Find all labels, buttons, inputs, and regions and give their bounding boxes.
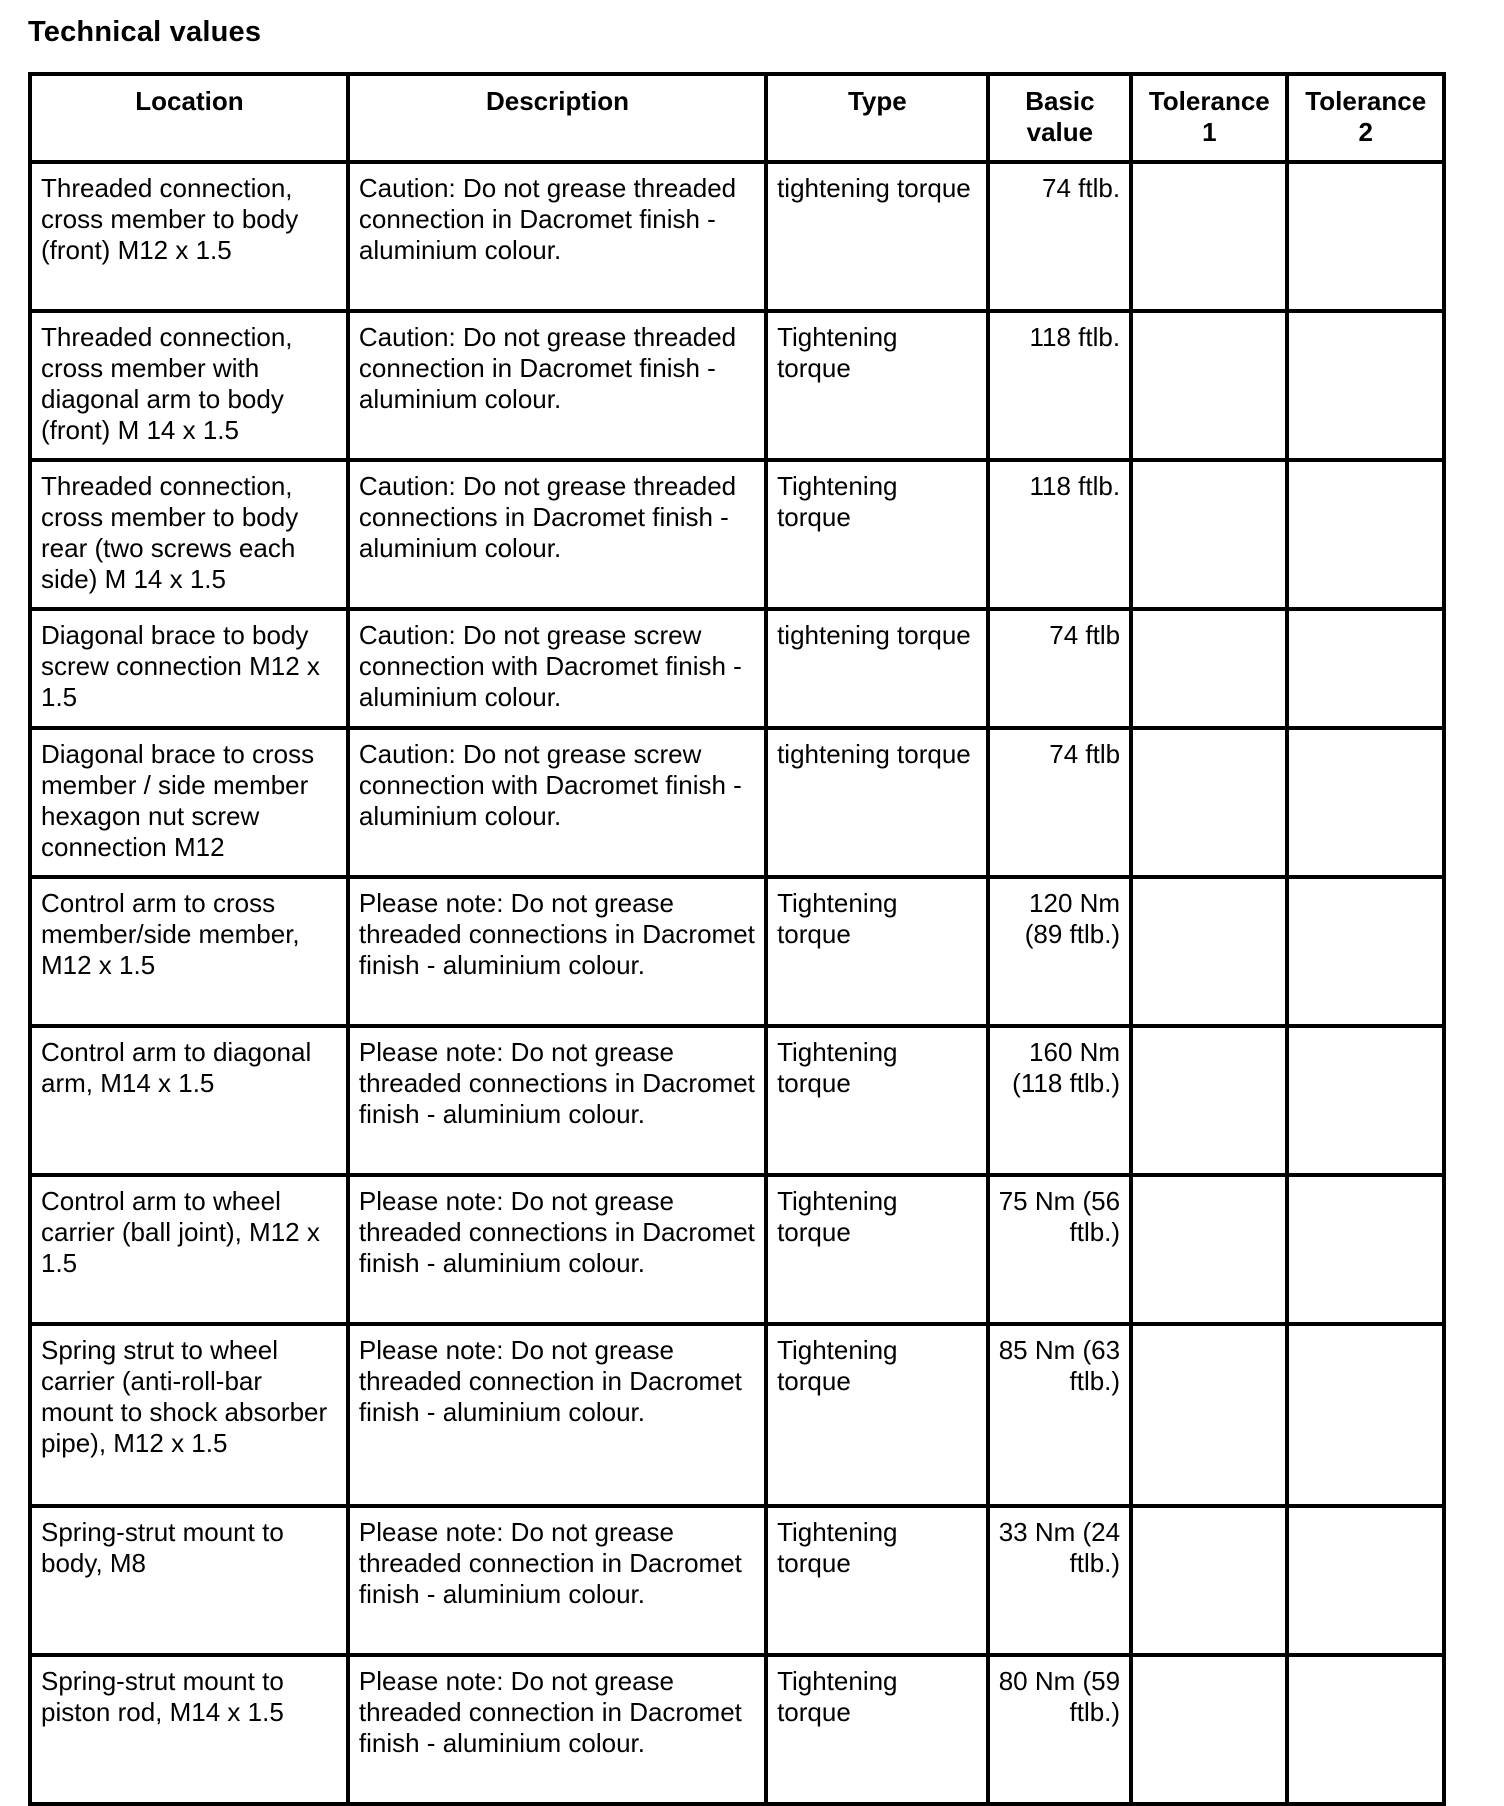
cell-type: tightening torque: [766, 609, 988, 728]
cell-type: Tightening torque: [766, 1026, 988, 1175]
cell-description: Caution: Do not grease threaded connection in Dacromet finish - aluminium colour.: [348, 162, 766, 311]
cell-description: Caution: Do not grease threaded connection in Dacromet finish - aluminium colour.: [348, 311, 766, 460]
cell-location: Control arm to cross member/side member, M12 x 1.5: [30, 877, 348, 1026]
cell-type: Tightening torque: [766, 460, 988, 609]
table-row: [30, 877, 1444, 1026]
cell-location: Spring-strut mount to body, M8: [30, 1506, 348, 1655]
cell-tolerance-1: [1131, 1026, 1286, 1175]
cell-tolerance-1: [1131, 1175, 1286, 1324]
cell-description: Caution: Do not grease threaded connections in Dacromet finish - aluminium colour.: [348, 460, 766, 609]
cell-description: Please note: Do not grease threaded connections in Dacromet finish - aluminium colour.: [348, 1026, 766, 1175]
cell-description: Caution: Do not grease screw connection with Dacromet finish - aluminium colour.: [348, 728, 766, 877]
cell-location: Threaded connection, cross member to body rear (two screws each side) M 14 x 1.5: [30, 460, 348, 609]
header-tolerance-1: Tolerance 1: [1131, 74, 1286, 162]
cell-location: Threaded connection, cross member to body (front) M12 x 1.5: [30, 162, 348, 311]
cell-tolerance-1: [1131, 728, 1286, 877]
cell-description: Please note: Do not grease threaded connections in Dacromet finish - aluminium colour.: [348, 877, 766, 1026]
cell-type: Tightening torque: [766, 1324, 988, 1506]
cell-tolerance-2: [1287, 609, 1444, 728]
header-tolerance-2: Tolerance 2: [1287, 74, 1444, 162]
cell-tolerance-2: [1287, 877, 1444, 1026]
cell-description: Please note: Do not grease threaded connections in Dacromet finish - aluminium colour.: [348, 1175, 766, 1324]
cell-tolerance-1: [1131, 460, 1286, 609]
table-row: [30, 1506, 1444, 1655]
cell-tolerance-2: [1287, 162, 1444, 311]
cell-basic-value: 120 Nm (89 ftlb.): [988, 877, 1131, 1026]
header-description: Description: [348, 74, 766, 162]
cell-type: Tightening torque: [766, 311, 988, 460]
cell-basic-value: 33 Nm (24 ftlb.): [988, 1506, 1131, 1655]
cell-tolerance-1: [1131, 1506, 1286, 1655]
cell-description: Caution: Do not grease screw connection with Dacromet finish - aluminium colour.: [348, 609, 766, 728]
cell-tolerance-2: [1287, 311, 1444, 460]
cell-tolerance-1: [1131, 1324, 1286, 1506]
cell-basic-value: 118 ftlb.: [988, 460, 1131, 609]
table-row: [30, 1324, 1444, 1506]
cell-basic-value: 74 ftlb.: [988, 162, 1131, 311]
table-row: [30, 609, 1444, 728]
cell-type: tightening torque: [766, 728, 988, 877]
cell-type: tightening torque: [766, 162, 988, 311]
cell-basic-value: 85 Nm (63 ftlb.): [988, 1324, 1131, 1506]
table-row: [30, 1175, 1444, 1324]
cell-tolerance-2: [1287, 1655, 1444, 1804]
cell-location: Spring-strut mount to piston rod, M14 x 1.5: [30, 1655, 348, 1804]
cell-basic-value: 160 Nm (118 ftlb.): [988, 1026, 1131, 1175]
header-location: Location: [30, 74, 348, 162]
cell-tolerance-2: [1287, 1506, 1444, 1655]
cell-tolerance-1: [1131, 877, 1286, 1026]
cell-location: Diagonal brace to body screw connection M12 x 1.5: [30, 609, 348, 728]
page-title: Technical values: [28, 16, 262, 48]
cell-type: Tightening torque: [766, 877, 988, 1026]
table-row: [30, 1655, 1444, 1804]
cell-type: Tightening torque: [766, 1175, 988, 1324]
cell-tolerance-2: [1287, 728, 1444, 877]
cell-tolerance-2: [1287, 1175, 1444, 1324]
cell-basic-value: 75 Nm (56 ftlb.): [988, 1175, 1131, 1324]
cell-tolerance-2: [1287, 1324, 1444, 1506]
header-basic-value: Basic value: [988, 74, 1131, 162]
header-type: Type: [766, 74, 988, 162]
cell-basic-value: 118 ftlb.: [988, 311, 1131, 460]
table-row: [30, 311, 1444, 460]
cell-location: Spring strut to wheel carrier (anti-roll-bar mount to shock absorber pipe), M12 x 1.5: [30, 1324, 348, 1506]
cell-type: Tightening torque: [766, 1506, 988, 1655]
cell-description: Please note: Do not grease threaded connection in Dacromet finish - aluminium colour.: [348, 1655, 766, 1804]
cell-tolerance-2: [1287, 1026, 1444, 1175]
cell-location: Control arm to wheel carrier (ball joint), M12 x 1.5: [30, 1175, 348, 1324]
cell-tolerance-2: [1287, 460, 1444, 609]
table-row: [30, 460, 1444, 609]
cell-tolerance-1: [1131, 609, 1286, 728]
cell-basic-value: 74 ftlb: [988, 609, 1131, 728]
cell-type: Tightening torque: [766, 1655, 988, 1804]
cell-location: Threaded connection, cross member with diagonal arm to body (front) M 14 x 1.5: [30, 311, 348, 460]
cell-basic-value: 74 ftlb: [988, 728, 1131, 877]
cell-tolerance-1: [1131, 311, 1286, 460]
table-row: [30, 728, 1444, 877]
cell-location: Control arm to diagonal arm, M14 x 1.5: [30, 1026, 348, 1175]
cell-tolerance-1: [1131, 1655, 1286, 1804]
technical-values-table: [28, 72, 1446, 1806]
table-row: [30, 1026, 1444, 1175]
cell-description: Please note: Do not grease threaded connection in Dacromet finish - aluminium colour.: [348, 1506, 766, 1655]
table-header-row: [30, 74, 1444, 162]
cell-location: Diagonal brace to cross member / side member hexagon nut screw connection M12: [30, 728, 348, 877]
cell-tolerance-1: [1131, 162, 1286, 311]
cell-basic-value: 80 Nm (59 ftlb.): [988, 1655, 1131, 1804]
table-row: [30, 162, 1444, 311]
cell-description: Please note: Do not grease threaded connection in Dacromet finish - aluminium colour.: [348, 1324, 766, 1506]
